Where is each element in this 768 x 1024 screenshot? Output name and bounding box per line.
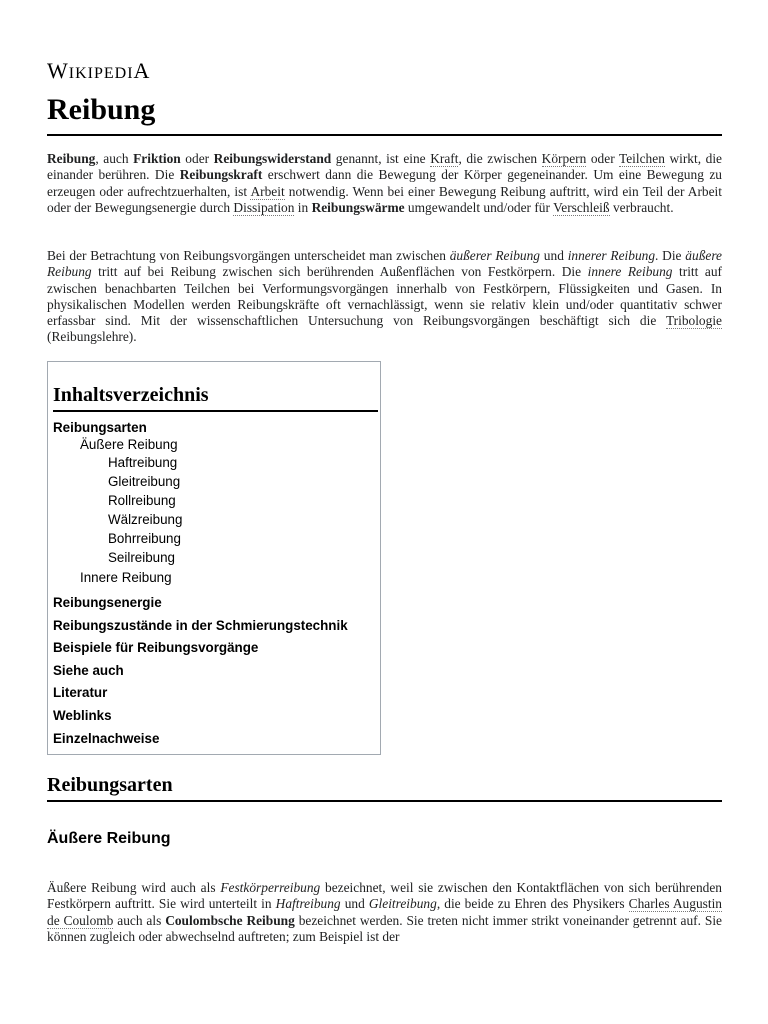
toc-item-gleitreibung[interactable]: Gleitreibung: [108, 474, 181, 489]
toc-item-seilreibung[interactable]: Seilreibung: [108, 550, 175, 565]
page-title: Reibung: [47, 90, 722, 136]
link-arbeit[interactable]: Arbeit: [250, 183, 285, 199]
toc-item-siehe-auch[interactable]: Siehe auch: [53, 663, 124, 678]
toc-item-waelzreibung[interactable]: Wälzreibung: [108, 512, 183, 527]
toc-item-reibungszustaende[interactable]: Reibungszustände in der Schmierungstechnik: [53, 618, 348, 633]
toc-item-reibungsarten[interactable]: Reibungsarten: [53, 420, 147, 435]
intro-paragraph-2: Bei der Betrachtung von Reibungsvorgängen unterscheidet man zwischen äußerer Reibung und innerer Reibung. Die äußere Reibung tritt auf bei Reibung zwischen sich berührenden Außenflächen von Festkörpern. Die innere Reibung tritt auf zwischen benachbarten Teilchen bei Verformungsvorgängen innerhalb von Festkörpern, Flüssigkeiten und Gasen. In physikalischen Modellen werden Reibungskräfte oft vernachlässigt, wenn sie relativ klein und/oder quantitativ schwer erfassbar sind. Mit der wissenschaftlichen Untersuchung von Reibungsvorgängen beschäftigt sich die Tribologie (Reibungslehre).: [47, 248, 722, 345]
link-tribologie[interactable]: Tribologie: [665, 313, 722, 329]
section-paragraph-1: Äußere Reibung wird auch als Festkörperreibung bezeichnet, weil sie zwischen den Kontaktflächen von sich berührenden Festkörpern auftritt. Sie wird unterteilt in Haftreibung und Gleitreibung, die beide zu Ehren des Physikers Charles Augustin de Coulomb auch als Coulombsche Reibung bezeichnet werden. Sie treten nicht immer strikt voneinander getrennt auf. Sie können zugleich oder abwechselnd auftreten; zum Beispiel ist der: [47, 880, 722, 944]
section-heading-reibungsarten: Reibungsarten: [47, 774, 722, 802]
toc-title: Inhaltsverzeichnis: [53, 384, 378, 412]
toc-item-innere-reibung[interactable]: Innere Reibung: [80, 570, 172, 585]
toc-item-haftreibung[interactable]: Haftreibung: [108, 455, 178, 470]
wikipedia-logo[interactable]: [47, 58, 150, 84]
link-kraft[interactable]: Kraft: [430, 151, 459, 166]
toc-item-weblinks[interactable]: Weblinks: [53, 708, 112, 723]
link-teilchen[interactable]: Teilchen: [618, 151, 665, 166]
table-of-contents: [47, 361, 381, 755]
toc-item-reibungsenergie[interactable]: Reibungsenergie: [53, 595, 162, 610]
toc-item-literatur[interactable]: Literatur: [53, 685, 108, 700]
logo-letter-a: A: [133, 58, 151, 83]
logo-letter-w: W: [47, 58, 69, 83]
intro-paragraph-1: Reibung, auch Friktion oder Reibungswiderstand genannt, ist eine Kraft, die zwischen Körpern oder Teilchen wirkt, die einander berühren. Die Reibungskraft erschwert dann die Bewegung der Körper gegeneinander. Um eine Bewegung zu erzeugen oder aufrechtzuerhalten, ist Arbeit notwendig. Wenn bei einer Bewegung Reibung auftritt, wird ein Teil der Arbeit oder der Bewegungsenergie durch Dissipation in Reibungswärme umgewandelt und/oder für Verschleiß verbraucht.: [47, 151, 722, 215]
link-koerpern[interactable]: Körpern: [541, 151, 587, 166]
link-coulomb[interactable]: Charles Augustin de Coulomb: [47, 896, 722, 928]
toc-item-einzelnachweise[interactable]: Einzelnachweise: [53, 731, 160, 746]
logo-letters-middle: IKIPEDI: [68, 65, 134, 82]
subsection-heading-aeussere-reibung: Äußere Reibung: [47, 830, 171, 847]
link-dissipation[interactable]: Dissipation: [233, 199, 295, 215]
link-verschleiss[interactable]: Verschleiß: [553, 199, 610, 215]
toc-item-beispiele[interactable]: Beispiele für Reibungsvorgänge: [53, 640, 259, 655]
toc-item-rollreibung[interactable]: Rollreibung: [108, 493, 176, 508]
toc-item-aeussere-reibung[interactable]: Äußere Reibung: [80, 437, 178, 452]
toc-item-bohrreibung[interactable]: Bohrreibung: [108, 531, 181, 546]
